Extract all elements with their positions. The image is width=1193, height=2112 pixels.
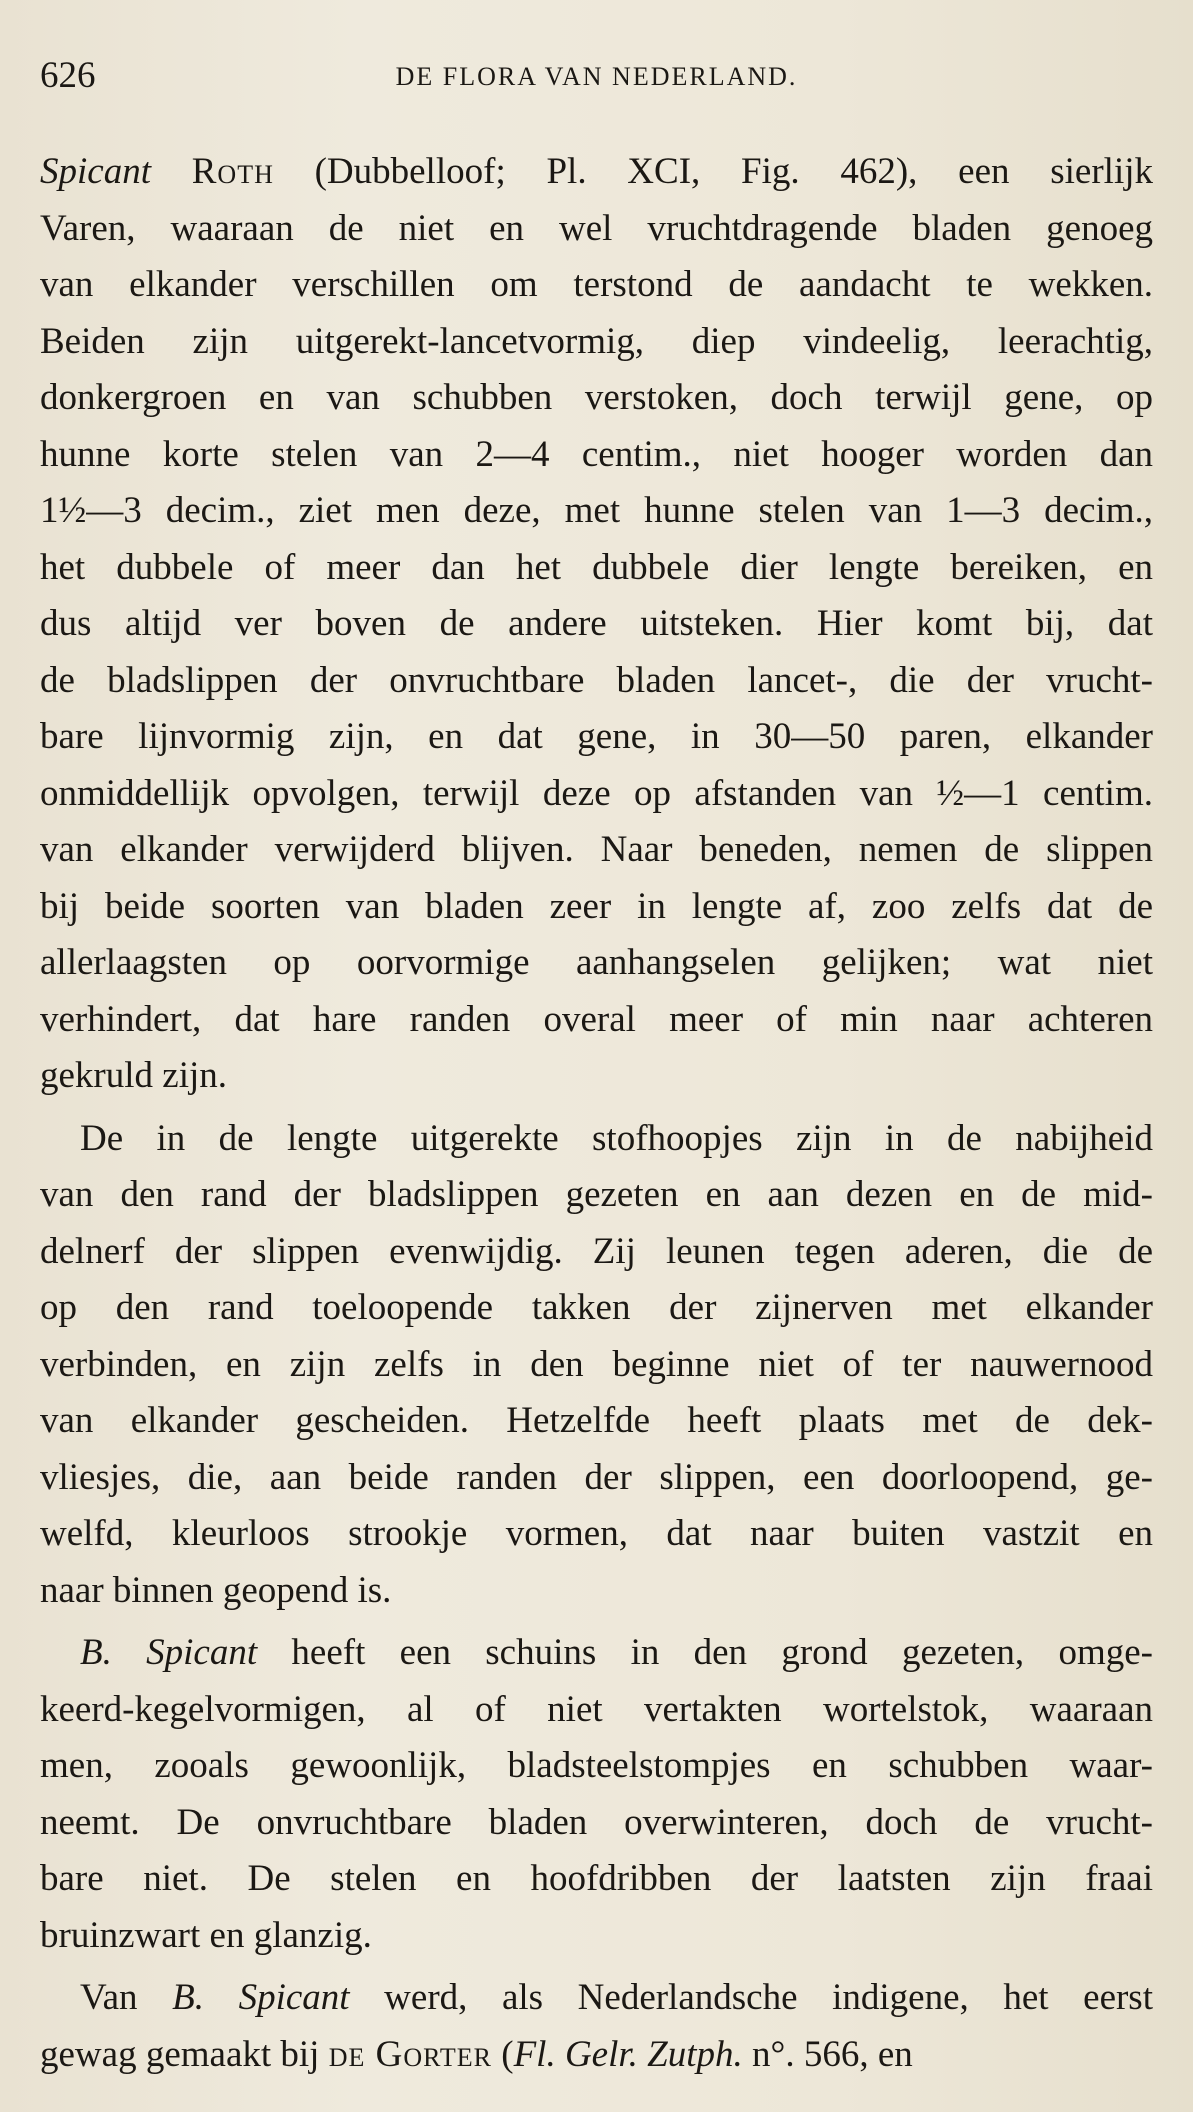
text-line: van elkander gescheiden. Hetzelfde heeft plaats met de dek-	[40, 1400, 1153, 1441]
paragraph	[40, 144, 1153, 1105]
paragraph	[40, 1625, 1153, 1964]
text-line: dus altijd ver boven de andere uitsteken. Hier komt bij, dat	[40, 603, 1153, 644]
text-line: Beiden zijn uitgerekt-lancetvormig, diep vindeelig, leerachtig,	[40, 320, 1153, 362]
text-line: van den rand der bladslippen gezeten en aan dezen en de mid-	[40, 1174, 1153, 1215]
text-line: bij beide soorten van bladen zeer in lengte af, zoo zelfs dat de	[40, 885, 1153, 927]
text-line: op den rand toeloopende takken der zijnerven met elkander	[40, 1287, 1153, 1328]
text-line: verhindert, dat hare randen overal meer of min naar achteren	[40, 998, 1153, 1040]
text-line: bare lijnvormig zijn, en dat gene, in 30—50 paren, elkander	[40, 716, 1153, 757]
text-line: hunne korte stelen van 2—4 centim., niet hooger worden dan	[40, 433, 1153, 475]
text-line: 1½—3 decim., ziet men deze, met hunne stelen van 1—3 decim.,	[40, 490, 1153, 531]
text-line: onmiddellijk opvolgen, terwijl deze op afstanden van ½—1 centim.	[40, 772, 1153, 814]
text-line: verbinden, en zijn zelfs in den beginne niet of ter nauwernood	[40, 1343, 1153, 1385]
text-line: van elkander verwijderd blijven. Naar beneden, nemen de slippen	[40, 829, 1153, 870]
text-line: welfd, kleurloos strookje vormen, dat naar buiten vastzit en	[40, 1513, 1153, 1554]
text-line: delnerf der slippen evenwijdig. Zij leunen tegen aderen, die de	[40, 1230, 1153, 1272]
text-line: vliesjes, die, aan beide randen der slippen, een doorloopend, ge-	[40, 1456, 1153, 1498]
text-line: donkergroen en van schubben verstoken, doch terwijl gene, op	[40, 377, 1153, 418]
paragraph	[40, 1111, 1153, 1620]
text-line: Varen, waaraan de niet en wel vruchtdragende bladen genoeg	[40, 207, 1153, 249]
text-line: neemt. De onvruchtbare bladen overwinteren, doch de vrucht-	[40, 1801, 1153, 1843]
text-line: keerd-kegelvormigen, al of niet vertakten wortelstok, waaraan	[40, 1688, 1153, 1730]
text-line: het dubbele of meer dan het dubbele dier lengte bereiken, en	[40, 546, 1153, 588]
text-line: bare niet. De stelen en hoofdribben der laatsten zijn fraai	[40, 1858, 1153, 1899]
text-line: allerlaagsten op oorvormige aanhangselen gelijken; wat niet	[40, 942, 1153, 983]
text-line: de bladslippen der onvruchtbare bladen lancet-, die der vrucht-	[40, 659, 1153, 701]
text-line: gekruld zijn.	[40, 1055, 228, 1096]
page-header	[40, 52, 1153, 108]
page-number: 626	[40, 55, 96, 96]
running-head: DE FLORA VAN NEDERLAND.	[395, 62, 798, 91]
text-line: B. Spicant heeft een schuins in den grond gezeten, omge-	[80, 1632, 1153, 1673]
body-text	[40, 144, 1153, 2083]
text-line: naar binnen geopend is.	[40, 1569, 392, 1611]
text-line: van elkander verschillen om terstond de aandacht te wekken.	[40, 264, 1153, 305]
text-line: De in de lengte uitgerekte stofhoopjes zijn in de nabijheid	[80, 1117, 1153, 1159]
text-line: Spicant Roth (Dubbelloof; Pl. XCI, Fig. 462), een sierlijk	[40, 151, 1154, 192]
text-line: Van B. Spicant werd, als Nederlandsche indigene, het eerst	[80, 1977, 1153, 2018]
text-line: bruinzwart en glanzig.	[40, 1914, 372, 1956]
paragraph	[40, 1970, 1153, 2083]
text-line: gewag gemaakt bij de Gorter (Fl. Gelr. Zutph. n°. 566, en	[40, 2033, 913, 2075]
text-line: men, zooals gewoonlijk, bladsteelstompjes en schubben waar-	[40, 1745, 1153, 1786]
